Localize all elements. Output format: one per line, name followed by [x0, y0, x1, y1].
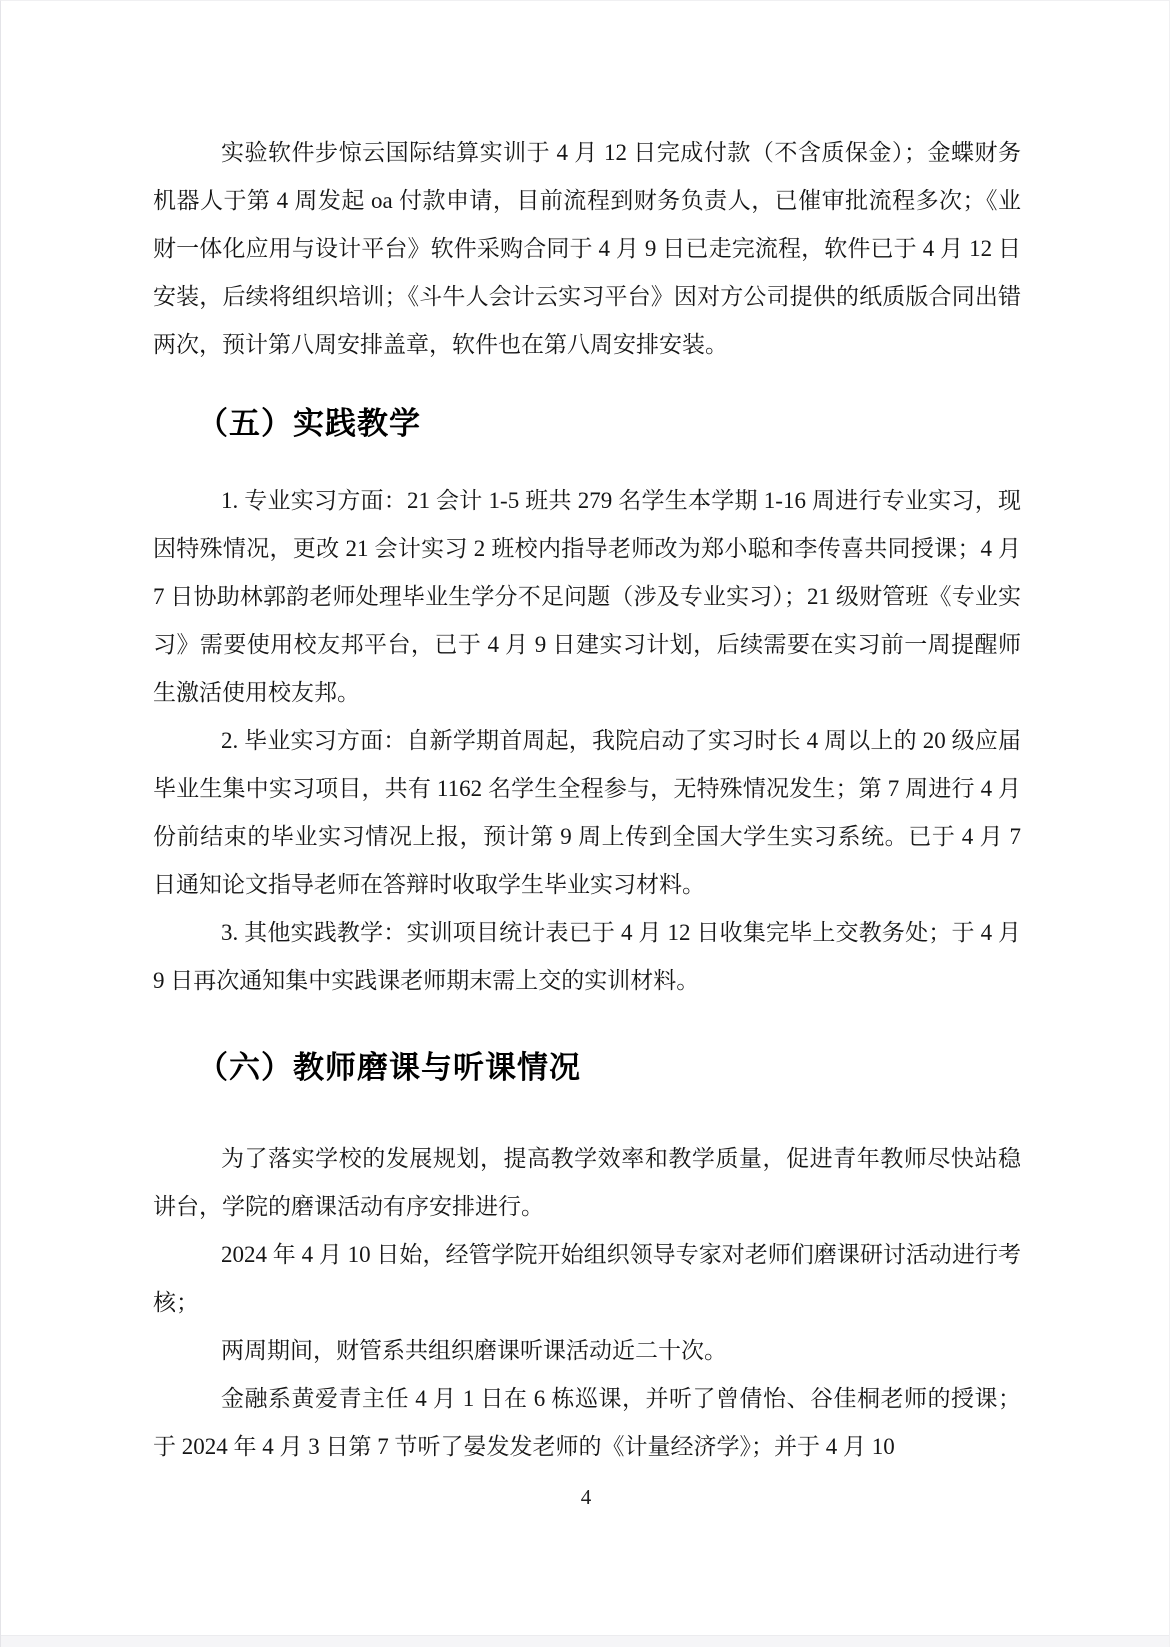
page-body-text: [153, 129, 1021, 1471]
paragraph-graduation-internship: 2. 毕业实习方面：自新学期首周起，我院启动了实习时长 4 周以上的 20 级应届毕业生集中实习项目，共有 1162 名学生全程参与，无特殊情况发生；第 7 周进行 4 月份前结束的毕业实习情况上报，预计第 9 周上传到全国大学生实习系统。已于 4 月 7 日通知论文指导老师在答辩时收取学生毕业实习材料。: [153, 728, 1021, 897]
paragraph-professional-internship: 1. 专业实习方面：21 会计 1-5 班共 279 名学生本学期 1-16 周进行专业实习，现因特殊情况，更改 21 会计实习 2 班校内指导老师改为郑小聪和李传喜共同授课；4 月 7 日协助林郭韵老师处理毕业生学分不足问题（涉及专业实习）；21 级财管班《专业实习》需要使用校友邦平台，已于 4 月 9 日建实习计划，后续需要在实习前一周提醒师生激活使用校友邦。: [153, 488, 1021, 705]
paragraph-other-practice-teaching: 3. 其他实践教学：实训项目统计表已于 4 月 12 日收集完毕上交教务处；于 4 月 9 日再次通知集中实践课老师期末需上交的实训材料。: [153, 920, 1021, 993]
page-number: 4: [580, 1485, 592, 1509]
paragraph-activity-count: 两周期间，财管系共组织磨课听课活动近二十次。: [221, 1338, 727, 1363]
paragraph-finance-dept-listening: 金融系黄爱青主任 4 月 1 日在 6 栋巡课，并听了曾倩怡、谷佳桐老师的授课；于 2024 年 4 月 3 日第 7 节听了晏发发老师的《计量经济学》；并于 4 月 10: [153, 1386, 1021, 1459]
section-heading-teacher-lesson-polishing: （六）教师磨课与听课情况: [197, 1050, 581, 1085]
paragraph-software-procurement: 实验软件步惊云国际结算实训于 4 月 12 日完成付款（不含质保金）；金蝶财务机器人于第 4 周发起 oa 付款申请，目前流程到财务负责人，已催审批流程多次；《业财一体化应用与设计平台》软件采购合同于 4 月 9 日已走完流程，软件已于 4 月 12 日安装，后续将组织培训；《斗牛人会计云实习平台》因对方公司提供的纸质版合同出错两次，预计第八周安排盖章，软件也在第八周安排安装。: [153, 140, 1021, 357]
section-heading-practice-teaching: （五）实践教学: [197, 406, 421, 441]
paragraph-development-plan-intro: 为了落实学校的发展规划，提高教学效率和教学质量，促进青年教师尽快站稳讲台，学院的磨课活动有序安排进行。: [153, 1146, 1021, 1219]
paragraph-assessment-start: 2024 年 4 月 10 日始，经管学院开始组织领导专家对老师们磨课研讨活动进行考核；: [153, 1242, 1021, 1315]
page-bottom-gap: [1, 1635, 1170, 1647]
